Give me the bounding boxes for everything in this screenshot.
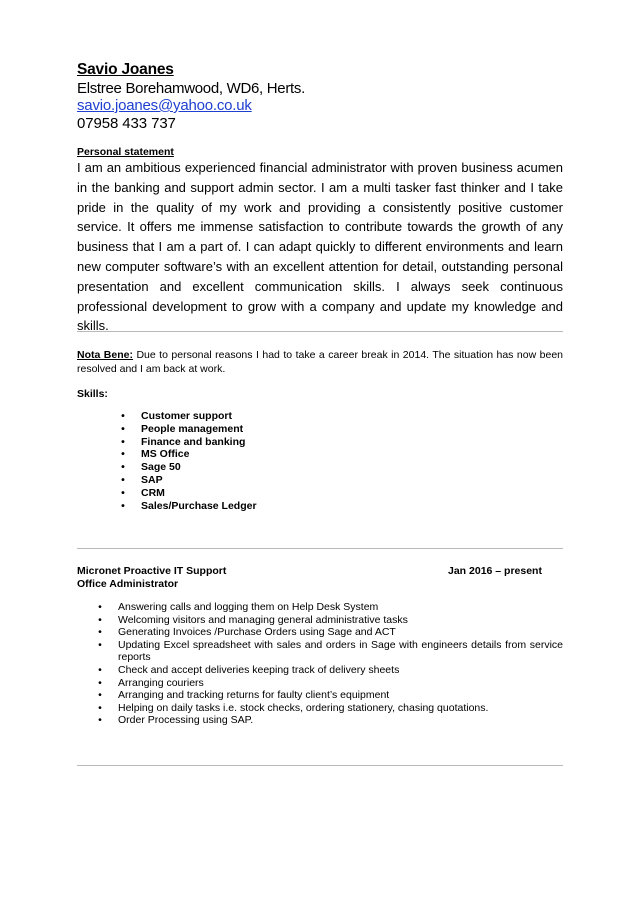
job-title: Office Administrator	[77, 578, 179, 590]
bullet-icon: •	[98, 638, 102, 651]
bullet-icon: •	[121, 486, 125, 499]
duty-label: Arranging and tracking returns for faulty client’s equipment	[118, 689, 390, 702]
bullet-icon: •	[98, 613, 102, 626]
duty-item	[95, 626, 563, 639]
bullet-icon: •	[121, 473, 125, 486]
bullet-icon: •	[98, 701, 102, 714]
skills-heading: Skills:	[77, 388, 108, 400]
duty-label: Answering calls and logging them on Help Desk System	[118, 601, 379, 613]
bullet-icon: •	[98, 663, 102, 676]
bullet-icon: •	[121, 461, 125, 474]
nota-bene	[77, 349, 563, 376]
section-divider	[77, 548, 563, 549]
phone-number: 07958 433 737	[77, 115, 176, 132]
nota-bene-text: Due to personal reasons I had to take a career break in 2014. The situation has now been resolved and I am back at work.	[77, 349, 563, 375]
skill-item	[118, 500, 257, 513]
skill-label: CRM	[141, 486, 165, 499]
section-divider	[77, 331, 563, 332]
personal-statement-text	[77, 154, 563, 336]
skill-item	[118, 436, 257, 449]
duty-item	[95, 614, 563, 627]
skill-label: Sales/Purchase Ledger	[141, 499, 257, 512]
bullet-icon: •	[98, 626, 102, 639]
bullet-icon: •	[98, 676, 102, 689]
skill-label: Finance and banking	[141, 435, 246, 448]
skill-label: SAP	[141, 473, 163, 486]
duty-label: Welcoming visitors and managing general administrative tasks	[118, 613, 408, 626]
skill-label: People management	[141, 422, 244, 435]
skill-item	[118, 474, 257, 487]
personal-statement-heading: Personal statement	[77, 146, 174, 158]
job-duties-list	[95, 601, 563, 727]
bullet-icon: •	[121, 435, 125, 448]
skill-item	[118, 487, 257, 500]
skill-label: Customer support	[141, 410, 233, 422]
bullet-icon: •	[98, 689, 102, 702]
skills-list	[118, 410, 257, 512]
nota-bene-label: Nota Bene:	[77, 349, 133, 361]
duty-label: Generating Invoices /Purchase Orders using Sage and ACT	[118, 626, 396, 639]
skill-item	[118, 461, 257, 474]
duty-label: Order Processing using SAP.	[118, 714, 254, 727]
candidate-name: Savio Joanes	[77, 61, 174, 78]
duty-item	[95, 714, 563, 727]
skill-item	[118, 410, 257, 423]
duty-item	[95, 664, 563, 677]
duty-label: Helping on daily tasks i.e. stock checks, ordering stationery, chasing quotations.	[118, 701, 489, 714]
duty-label: Check and accept deliveries keeping track of delivery sheets	[118, 663, 400, 676]
job-company: Micronet Proactive IT Support	[77, 565, 227, 577]
bullet-icon: •	[121, 499, 125, 512]
skill-label: Sage 50	[141, 461, 181, 474]
duty-item	[95, 677, 563, 690]
bullet-icon: •	[98, 714, 102, 727]
personal-statement-paragraph: I am an ambitious experienced financial administrator with proven business acumen in the banking and support admin sector. I am a multi tasker fast thinker and I take pride in the quality of my work and providing a consistently positive customer service. It offers me immense satisfaction to contribute towards the growth of any business that I am a part of. I can adapt quickly to different environments and learn new computer software’s with an excellent attention for detail, outstanding personal presentation and excellent communication skills. I always seek continuous professional development to grow with a company and update my knowledge and skills.	[77, 160, 563, 334]
bullet-icon: •	[121, 448, 125, 461]
job-dates: Jan 2016 – present	[448, 565, 542, 577]
email-link[interactable]: savio.joanes@yahoo.co.uk	[77, 97, 252, 114]
skill-label: MS Office	[141, 448, 190, 461]
duty-label: Updating Excel spreadsheet with sales and orders in Sage with engineers details from service reports	[118, 638, 563, 664]
bullet-icon: •	[121, 422, 125, 435]
duty-item	[95, 702, 563, 715]
skill-item	[118, 423, 257, 436]
bullet-icon: •	[98, 601, 102, 613]
section-divider	[77, 765, 563, 766]
duty-item	[95, 689, 563, 702]
candidate-address: Elstree Borehamwood, WD6, Herts.	[77, 80, 305, 97]
duty-label: Arranging couriers	[118, 676, 204, 689]
duty-item	[95, 639, 563, 664]
duty-item	[95, 601, 563, 614]
bullet-icon: •	[121, 410, 125, 422]
skill-item	[118, 448, 257, 461]
